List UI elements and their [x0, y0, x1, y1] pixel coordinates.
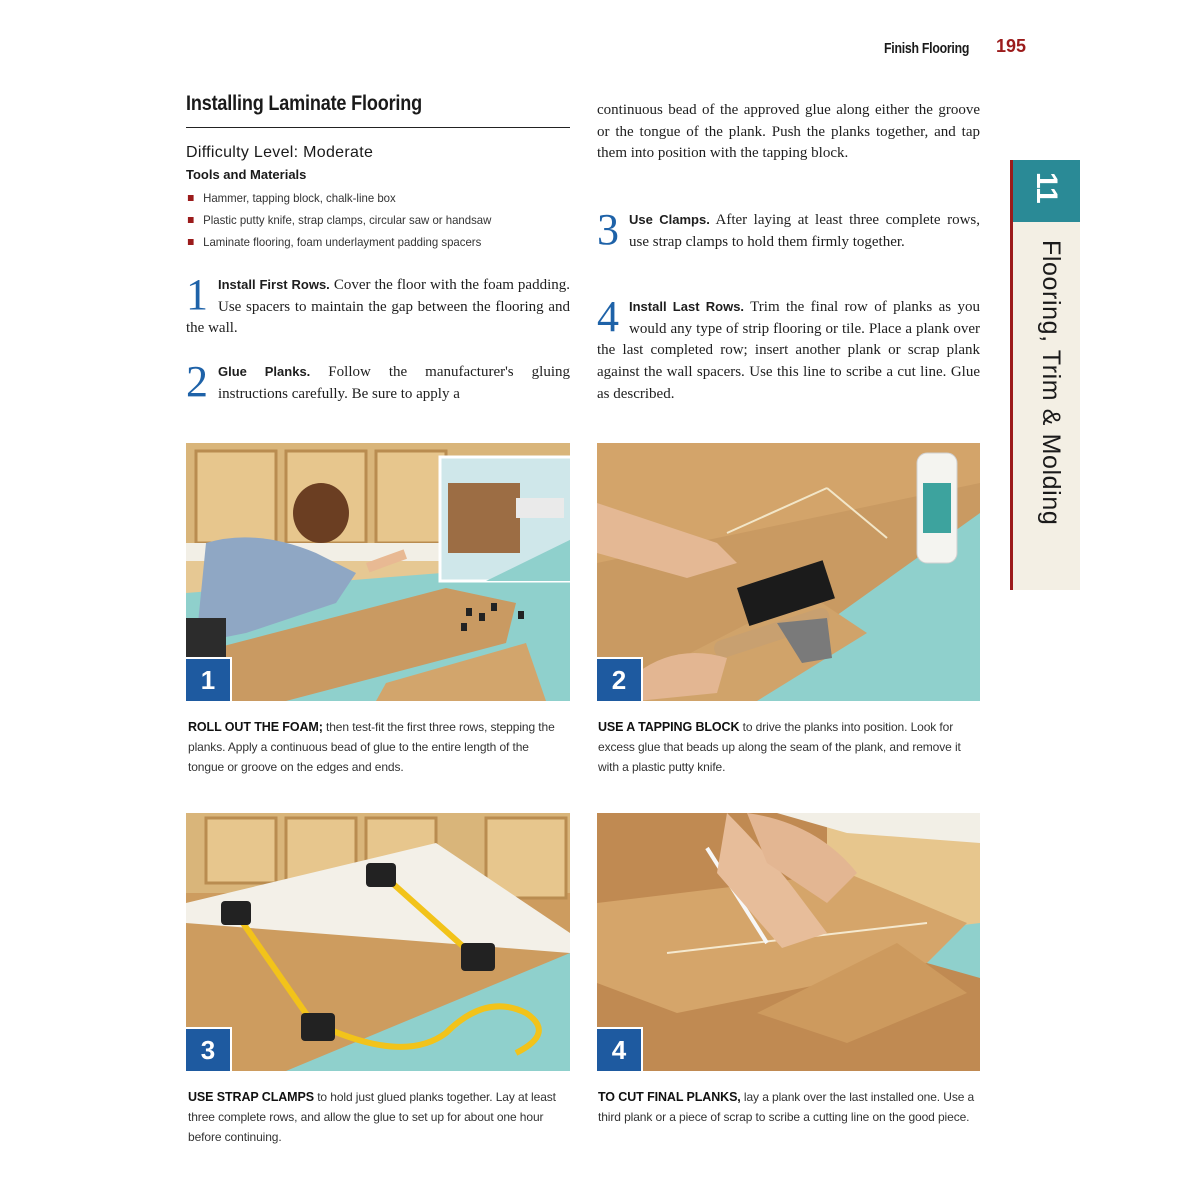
caption-text: to hold just glued planks together. Lay at least three complete rows, and allow the glue to set up for about one hour before continuing.: [188, 1090, 556, 1144]
photo-4: [597, 813, 980, 1071]
difficulty-level: Difficulty Level: Moderate: [186, 144, 374, 161]
caption-text: lay a plank over the last installed one. Use a third plank or a piece of scrap to scribe a cutting line on the good piece.: [598, 1090, 975, 1124]
step-text: Follow the manufacturer's gluing instructions carefully. Be sure to apply a: [218, 364, 570, 402]
photo-roll-out-foam: [186, 443, 570, 701]
page-title: Installing Laminate Flooring: [186, 92, 423, 115]
step-3: [597, 205, 980, 254]
caption-text: to drive the planks into position. Look for excess glue that beads up along the seam of the plank, and remove it with a plastic putty knife.: [598, 720, 961, 774]
caption-lead: ROLL OUT THE FOAM;: [188, 720, 323, 734]
step-4: [597, 292, 980, 406]
tools-list-item: Plastic putty knife, strap clamps, circular saw or handsaw: [186, 210, 491, 232]
chapter-number: 11: [1030, 172, 1063, 204]
step-text: Trim the final row of planks as you would any type of strip flooring or tile. Place a plank over the last completed row; insert another plank or scrap plank against the wall spacers. Use this line to scribe a cut line. Glue as described.: [597, 299, 980, 402]
caption-lead: USE STRAP CLAMPS: [188, 1090, 314, 1104]
step-heading: Install Last Rows.: [629, 299, 745, 314]
step-heading: Install First Rows.: [218, 277, 330, 292]
photo-number-badge: 4: [597, 1027, 643, 1071]
photo-1: [186, 443, 570, 701]
tools-list: [186, 188, 507, 254]
step-2: [186, 357, 570, 406]
tools-list-item: Hammer, tapping block, chalk-line box: [186, 188, 491, 210]
tools-list-item: Laminate flooring, foam underlayment padding spacers: [186, 232, 491, 254]
step-number: 3: [597, 205, 619, 254]
photo-strap-clamps: [186, 813, 570, 1071]
title-rule: [186, 127, 570, 128]
photo-number-badge: 2: [597, 657, 643, 701]
chapter-number-box: [1013, 160, 1080, 222]
step-2-continued: continuous bead of the approved glue along either the groove or the tongue of the plank. Push the planks together, and tap them into position with the tapping block.: [597, 102, 980, 162]
photo-2: [597, 443, 980, 701]
step-text: Cover the floor with the foam padding. Use spacers to maintain the gap between the flooring and the wall.: [186, 277, 570, 337]
caption-lead: TO CUT FINAL PLANKS,: [598, 1090, 741, 1104]
photo-caption-3: [188, 1087, 568, 1147]
step-number: 1: [186, 270, 208, 319]
step-heading: Glue Planks.: [218, 364, 311, 379]
photo-caption-4: [598, 1087, 980, 1127]
photo-cut-final-planks: [597, 813, 980, 1071]
step-1: [186, 270, 570, 340]
page-number: 195: [996, 36, 1027, 56]
chapter-title: Flooring, Trim & Molding: [1037, 240, 1065, 526]
chapter-tab: [1010, 160, 1080, 590]
running-head: [884, 36, 1044, 60]
photo-caption-1: [188, 717, 568, 777]
photo-3: [186, 813, 570, 1071]
photo-tapping-block: [597, 443, 980, 701]
tools-heading: Tools and Materials: [186, 167, 307, 182]
caption-text: then test-fit the first three rows, stepping the planks. Apply a continuous bead of glue to the entire length of the tongue or groove on the edges and ends.: [188, 720, 555, 774]
step-number: 4: [597, 292, 619, 341]
step-number: 2: [186, 357, 208, 406]
step-heading: Use Clamps.: [629, 212, 710, 227]
photo-number-badge: 3: [186, 1027, 232, 1071]
photo-number-badge: 1: [186, 657, 232, 701]
caption-lead: USE A TAPPING BLOCK: [598, 720, 740, 734]
running-head-section: Finish Flooring: [884, 40, 970, 57]
step-text: After laying at least three complete rows, use strap clamps to hold them firmly together.: [629, 212, 980, 250]
photo-caption-2: [598, 717, 980, 777]
